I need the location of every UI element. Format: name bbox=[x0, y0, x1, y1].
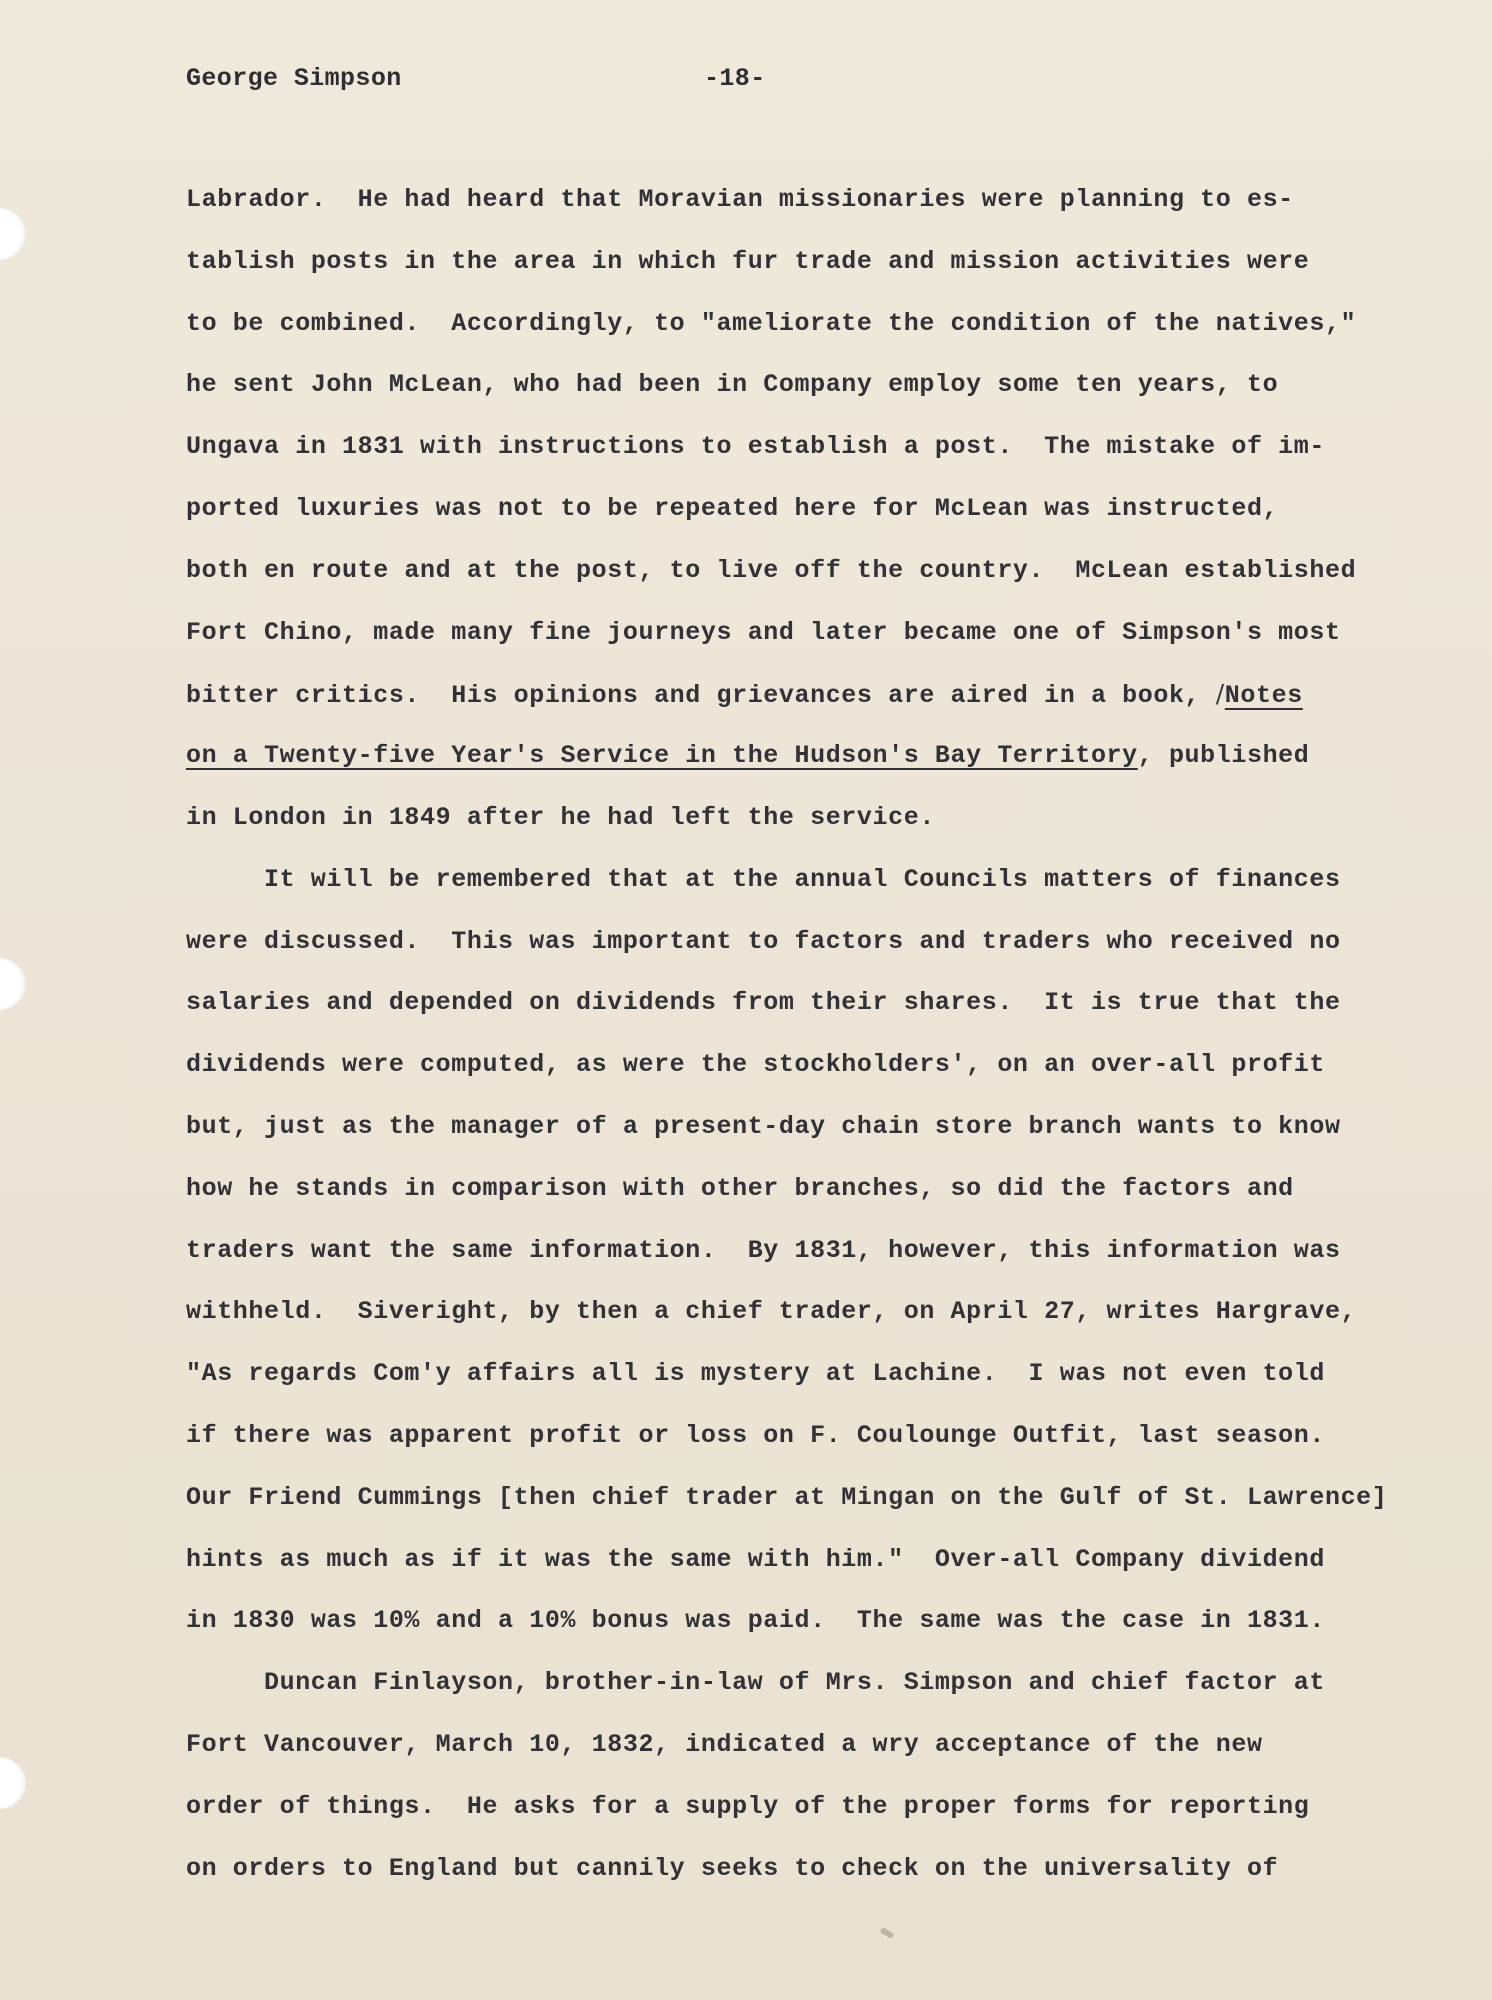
text-line: were discussed. This was important to factors and traders who received no bbox=[186, 926, 1341, 956]
punch-hole bbox=[0, 1757, 26, 1809]
text-line: on orders to England but cannily seeks to check on the universality of bbox=[186, 1853, 1279, 1883]
text-line: in London in 1849 after he had left the service. bbox=[186, 802, 935, 832]
edit-mark: / bbox=[1215, 679, 1225, 709]
text-line: order of things. He asks for a supply of the proper forms for reporting bbox=[186, 1791, 1310, 1821]
text-line bbox=[186, 736, 1386, 798]
book-title-part2: on a Twenty-five Year's Service in the Hudson's Bay Territory bbox=[186, 741, 1138, 771]
text-line: but, just as the manager of a present-day chain store branch wants to know bbox=[186, 1111, 1341, 1141]
punch-hole bbox=[0, 208, 26, 260]
paragraph-start-line: Duncan Finlayson, brother-in-law of Mrs. Simpson and chief factor at bbox=[264, 1668, 1325, 1698]
text-line: he sent John McLean, who had been in Company employ some ten years, to bbox=[186, 370, 1279, 400]
paragraph-start-line: It will be remembered that at the annual Councils matters of finances bbox=[264, 864, 1341, 894]
text-line: Fort Vancouver, March 10, 1832, indicated a wry acceptance of the new bbox=[186, 1729, 1263, 1759]
text-line: withheld. Siveright, by then a chief trader, on April 27, writes Hargrave, bbox=[186, 1297, 1357, 1327]
text-line: traders want the same information. By 1831, however, this information was bbox=[186, 1235, 1341, 1265]
text-line: Fort Chino, made many fine journeys and later became one of Simpson's most bbox=[186, 617, 1341, 647]
text-line: to be combined. Accordingly, to "ameliorate the condition of the natives," bbox=[186, 308, 1357, 338]
header-page-number: -18- bbox=[704, 64, 766, 93]
body-text bbox=[186, 180, 1386, 1910]
text-line-start: bitter critics. His opinions and grievances are aired in a book, bbox=[186, 681, 1216, 711]
header-author: George Simpson bbox=[186, 64, 402, 93]
text-line: tablish posts in the area in which fur trade and mission activities were bbox=[186, 246, 1310, 276]
paper-smudge bbox=[879, 1927, 894, 1939]
text-line bbox=[186, 674, 1386, 736]
text-line: Ungava in 1831 with instructions to establish a post. The mistake of im- bbox=[186, 432, 1325, 462]
book-title-part1: Notes bbox=[1224, 681, 1303, 711]
text-line: if there was apparent profit or loss on F. Coulounge Outfit, last season. bbox=[186, 1420, 1325, 1450]
text-line: in 1830 was 10% and a 10% bonus was paid. The same was the case in 1831. bbox=[186, 1606, 1325, 1636]
text-line: both en route and at the post, to live off the country. McLean established bbox=[186, 555, 1357, 585]
page-header bbox=[186, 64, 1336, 98]
text-line: how he stands in comparison with other branches, so did the factors and bbox=[186, 1173, 1294, 1203]
text-line: Labrador. He had heard that Moravian missionaries were planning to es- bbox=[186, 185, 1294, 214]
text-line: Our Friend Cummings [then chief trader at Mingan on the Gulf of St. Lawrence] bbox=[186, 1482, 1388, 1512]
text-line-end: , published bbox=[1137, 741, 1310, 771]
text-line: hints as much as if it was the same with him." Over-all Company dividend bbox=[186, 1544, 1325, 1574]
text-line: dividends were computed, as were the stockholders', on an over-all profit bbox=[186, 1050, 1325, 1080]
text-line: "As regards Com'y affairs all is mystery at Lachine. I was not even told bbox=[186, 1359, 1325, 1389]
text-line: salaries and depended on dividends from their shares. It is true that the bbox=[186, 988, 1341, 1018]
text-line: ported luxuries was not to be repeated here for McLean was instructed, bbox=[186, 493, 1279, 523]
punch-hole bbox=[0, 958, 26, 1010]
